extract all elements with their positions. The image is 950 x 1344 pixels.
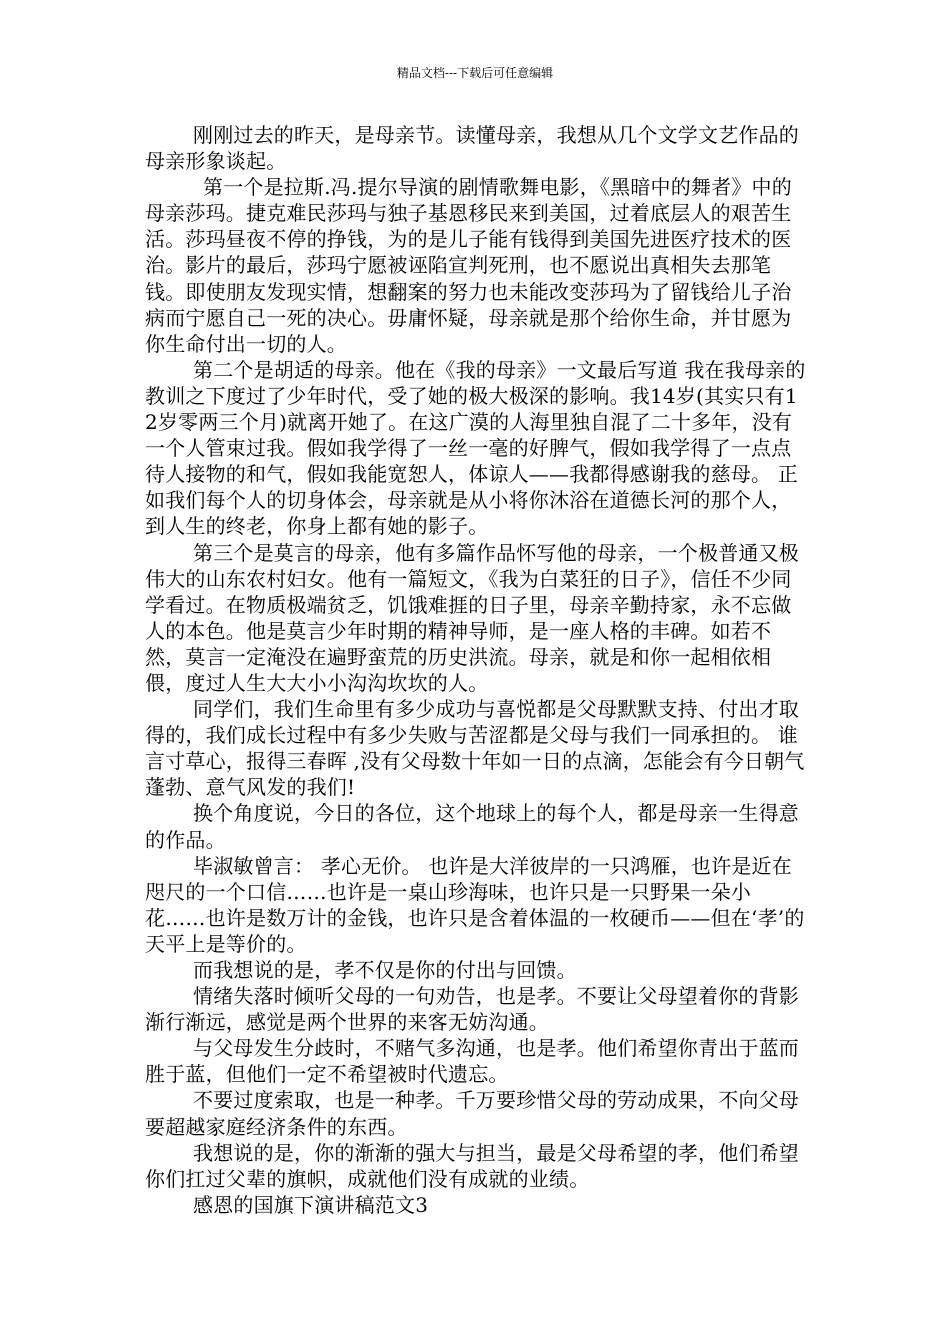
paragraph-filial-more: 而我想说的是，孝不仅是你的付出与回馈。 <box>193 958 577 982</box>
paragraph-third-mother: 第三个是莫言的母亲，他有多篇作品怀写他的母亲，一个极普通又极伟大的山东农村妇女。他有一篇短文，《我为白菜狂的日子》，信任不少同学看过。在物质极端贫乏，饥饿难捱的日子里，母亲辛勤持家，永不忘做人的本色。他是莫言少年时期的精神导师，是一座人格的丰碑。如若不然，莫言一定淹没在遍野蛮荒的历史洪流。母亲，就是和你一起相依相偎，度过人生大大小小沟沟坎坎的人。 <box>145 540 799 695</box>
paragraph-strength: 我想说的是，你的渐渐的强大与担当，最是父母希望的孝，他们希望你们扛过父辈的旗帜，成就他们没有成就的业绩。 <box>145 1140 799 1191</box>
paragraph-classmates: 同学们，我们生命里有多少成功与喜悦都是父母默默支持、付出才取得的，我们成长过程中有多少失败与苦涩都是父母与我们一同承担的。 谁言寸草心，报得三春晖 ,没有父母数十年如一日的点滴，怎能会有今日朝气蓬勃、意气风发的我们! <box>145 697 805 800</box>
paragraph-first-mother: 第一个是拉斯.冯.提尔导演的剧情歌舞电影，《黑暗中的舞者》中的母亲莎玛。捷克难民莎玛与独子基恩移民来到美国，过着底层人的艰苦生活。莎玛昼夜不停的挣钱，为的是儿子能有钱得到美国先进医疗技术的医治。影片的最后，莎玛宁愿被诬陷宣判死刑，也不愿说出真相失去那笔钱。即使朋友发现实情，想翻案的努力也未能改变莎玛为了留钱给儿子治病而宁愿自己一死的决心。毋庸怀疑，母亲就是那个给你生命，并甘愿为你生命付出一切的人。 <box>145 175 792 356</box>
paragraph-intro: 刚刚过去的昨天，是母亲节。读懂母亲，我想从几个文学文艺作品的母亲形象谈起。 <box>145 123 799 174</box>
paragraph-another-angle: 换个角度说，今日的各位，这个地球上的每个人，都是母亲一生得意的作品。 <box>145 801 799 852</box>
paragraph-next-title: 感恩的国旗下演讲稿范文3 <box>193 1192 429 1217</box>
document-body <box>145 122 809 1218</box>
page-header: 精品文档---下载后可任意编辑 <box>396 66 554 80</box>
paragraph-second-mother: 第二个是胡适的母亲。他在《我的母亲》一文最后写道 我在我母亲的教训之下度过了少年时代，受了她的极大极深的影响。我14岁(其实只有12岁零两三个月)就离开她了。在这广漠的人海里独自混了二十多年，没有一个人管束过我。假如我学得了一丝一毫的好脾气，假如我学得了一点点待人接物的和气，假如我能宽恕人，体谅人——我都得感谢我的慈母。 正如我们每个人的切身体会，母亲就是从小将你沐浴在道德长河的那个人，到人生的终老，你身上都有她的影子。 <box>145 357 806 539</box>
paragraph-no-overdemand: 不要过度索取，也是一种孝。千万要珍惜父母的劳动成果，不向父母要超越家庭经济条件的东西。 <box>145 1088 799 1139</box>
paragraph-listen-advice: 情绪失落时倾听父母的一句劝告，也是孝。不要让父母望着你的背影渐行渐远，感觉是两个世界的来客无妨沟通。 <box>145 984 799 1035</box>
paragraph-bi-shumin-quote: 毕淑敏曾言： 孝心无价。 也许是大洋彼岸的一只鸿雁，也许是近在咫尺的一个口信……也许是一桌山珍海味，也许只是一只野果一朵小花……也许是数万计的金钱，也许只是含着体温的一枚硬币——但在‘孝’的天平上是等价的。 <box>145 853 805 956</box>
paragraph-communicate: 与父母发生分歧时，不赌气多沟通，也是孝。他们希望你青出于蓝而胜于蓝，但他们一定不希望被时代遗忘。 <box>145 1036 799 1087</box>
